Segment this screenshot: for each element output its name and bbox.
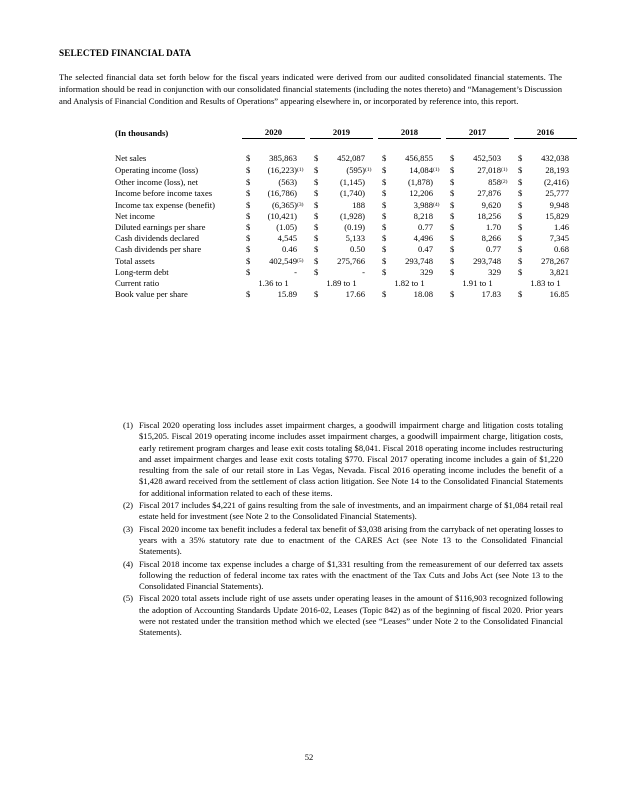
currency-symbol: $: [518, 188, 523, 198]
cell-value: (2,416): [543, 177, 569, 187]
currency-symbol: $: [314, 289, 319, 299]
currency-symbol: $: [246, 165, 251, 175]
currency-symbol: $: [246, 200, 251, 210]
footnote-ref: [501, 255, 509, 267]
footnote-item: [123, 559, 563, 593]
footnote-text: Fiscal 2020 income tax benefit includes a federal tax benefit of $3,038 arising from the carryback of net operating losses to years with a 35% statutory rate due to enactment of the CARES Act (see Note 13 to the Consolidated Financial Statements).: [139, 523, 563, 557]
footnote-ref: [365, 289, 373, 300]
footnote-ref: [569, 188, 577, 199]
cell-value: 4,496: [413, 233, 433, 243]
currency-symbol: $: [314, 177, 319, 187]
currency-symbol: $: [246, 222, 251, 232]
cell-value: (16,786): [267, 188, 297, 198]
currency-symbol: $: [450, 165, 455, 175]
currency-symbol: $: [382, 200, 387, 210]
cell-value: (595): [346, 165, 365, 175]
cell-value: 9,620: [481, 200, 501, 210]
currency-symbol: $: [382, 153, 387, 163]
footnote-ref: [297, 289, 305, 300]
footnote-ref: [501, 244, 509, 255]
currency-symbol: $: [518, 153, 523, 163]
footnote-item: [123, 524, 563, 558]
currency-symbol: $: [450, 153, 455, 163]
table-row: [115, 267, 577, 278]
currency-symbol: $: [450, 267, 455, 277]
cell-value: 17.83: [481, 289, 501, 299]
currency-symbol: $: [314, 200, 319, 210]
cell-value: 14,084: [409, 165, 433, 175]
table-row: [115, 233, 577, 244]
footnote-ref: [569, 255, 577, 267]
footnote-ref: [569, 244, 577, 255]
footnote-ref: [365, 199, 373, 211]
financial-data-table: [115, 127, 577, 300]
year-header: 2018: [378, 127, 441, 139]
footnote-ref: [365, 255, 373, 267]
cell-value: 1.82 to 1: [394, 278, 425, 288]
cell-value: 0.68: [553, 244, 569, 254]
year-header: 2019: [310, 127, 373, 139]
currency-symbol: $: [314, 233, 319, 243]
cell-value: (10,421): [267, 211, 297, 221]
cell-value: 15.89: [277, 289, 297, 299]
footnote-ref: (3): [297, 202, 304, 208]
table-row: [115, 244, 577, 255]
cell-value: 0.50: [349, 244, 365, 254]
cell-value: 278,267: [541, 256, 569, 266]
footnote-ref: [365, 188, 373, 199]
currency-symbol: $: [314, 267, 319, 277]
cell-value: (0.19): [344, 222, 365, 232]
footnote-ref: [365, 153, 373, 164]
cell-value: 456,855: [405, 153, 433, 163]
footnote-text: Fiscal 2017 includes $4,221 of gains resulting from the sale of investments, and an impairment charge of $1,084 retail real estate held for investment (see Note 2 to the Consolidated Financial Statements).: [139, 500, 563, 522]
table-row: [115, 188, 577, 199]
footnote-number: (4): [123, 558, 134, 569]
footnote-ref: (1): [433, 167, 440, 173]
footnote-ref: [433, 255, 441, 267]
cell-value: 3,821: [549, 267, 569, 277]
footnote-number: (2): [123, 500, 134, 511]
currency-symbol: $: [518, 222, 523, 232]
currency-symbol: $: [518, 165, 523, 175]
table-row: [115, 153, 577, 164]
cell-value: (1,928): [339, 211, 365, 221]
currency-symbol: $: [246, 267, 251, 277]
footnote-ref: [433, 289, 441, 300]
footnote-ref: [297, 176, 305, 188]
footnote-ref: [365, 244, 373, 255]
table-row: [115, 176, 577, 188]
footnote-ref: [569, 267, 577, 278]
footnote-ref: [297, 233, 305, 244]
footnote-ref: (4): [433, 202, 440, 208]
currency-symbol: $: [450, 188, 455, 198]
footnote-ref: [569, 153, 577, 164]
cell-value: (6,365): [271, 200, 297, 210]
footnote-ref: [501, 199, 509, 211]
cell-value: 1.83 to 1: [530, 278, 561, 288]
footnote-text: Fiscal 2020 operating loss includes asset impairment charges, a goodwill impairment charge and litigation costs totaling $15,205. Fiscal 2019 operating income includes asset impairment charges, a goodwill impairment charge, litigation costs, early retirement program charges and lease exit costs totaling $8,041. Fiscal 2018 operating income includes restructuring and asset impairment charges and lease exit costs totaling $770. Fiscal 2017 operating income includes a gain of $1,220 resulting from the sale of our retail store in Las Vegas, Nevada. Fiscal 2016 operating income includes the benefit of a $1,428 award received from the settlement of class action litigation. See Note 14 to the Consolidated Financial Statements for additional information related to each of these items.: [139, 420, 563, 498]
cell-value: (563): [278, 177, 297, 187]
footnote-number: (3): [123, 523, 134, 534]
footnote-ref: [569, 222, 577, 233]
footnote-ref: [569, 199, 577, 211]
cell-value: 12,206: [409, 188, 433, 198]
currency-symbol: $: [518, 267, 523, 277]
cell-value: 0.77: [485, 244, 501, 254]
row-label: Total assets: [115, 256, 155, 266]
footnote-ref: [501, 289, 509, 300]
currency-symbol: $: [246, 177, 251, 187]
footnote-ref: [365, 267, 373, 278]
row-label: Income before income taxes: [115, 188, 213, 198]
footnote-ref: [569, 164, 577, 176]
footnote-ref: [501, 211, 509, 222]
footnote-ref: [433, 211, 441, 222]
currency-symbol: $: [518, 211, 523, 221]
row-label: Long-term debt: [115, 267, 169, 277]
currency-symbol: $: [450, 244, 455, 254]
currency-symbol: $: [246, 233, 251, 243]
footnote-ref: [297, 211, 305, 222]
footnote-ref: [297, 188, 305, 199]
footnote-ref: [501, 222, 509, 233]
footnote-ref: [433, 153, 441, 164]
currency-symbol: $: [314, 211, 319, 221]
currency-symbol: $: [314, 153, 319, 163]
footnote-ref: [433, 244, 441, 255]
currency-symbol: $: [382, 233, 387, 243]
cell-value: 0.46: [281, 244, 297, 254]
currency-symbol: $: [450, 222, 455, 232]
cell-value: (1,740): [339, 188, 365, 198]
cell-value: 28,193: [545, 165, 569, 175]
cell-value: 0.47: [417, 244, 433, 254]
unit-label: (In thousands): [115, 127, 169, 138]
cell-value: 17.66: [345, 289, 365, 299]
year-header: 2020: [242, 127, 305, 139]
footnote-ref: [365, 176, 373, 188]
cell-value: 452,087: [337, 153, 365, 163]
table-row: [115, 199, 577, 211]
currency-symbol: $: [246, 256, 251, 266]
footnote-text: Fiscal 2020 total assets include right of use assets under operating leases in the amount of $116,903 recognized following the adoption of Accounting Standards Update 2016-02, Leases (Topic 842) as of the beginning of fiscal 2020. Prior years were not restated under the transition method which we elected (see “Leases” under Note 2 to the Consolidated Financial Statements).: [139, 593, 563, 638]
currency-symbol: $: [382, 165, 387, 175]
cell-value: 9,948: [549, 200, 569, 210]
cell-value: 329: [420, 267, 433, 277]
footnotes-list: [123, 420, 563, 640]
footnote-ref: [569, 211, 577, 222]
cell-value: 1.89 to 1: [326, 278, 357, 288]
row-label: Current ratio: [115, 278, 160, 288]
currency-symbol: $: [518, 177, 523, 187]
row-label: Income tax expense (benefit): [115, 200, 215, 210]
cell-value: 27,876: [477, 188, 501, 198]
currency-symbol: $: [450, 211, 455, 221]
footnote-ref: [501, 188, 509, 199]
currency-symbol: $: [314, 188, 319, 198]
cell-value: 432,038: [541, 153, 569, 163]
cell-value: -: [294, 267, 297, 277]
cell-value: 25,777: [545, 188, 569, 198]
cell-value: 5,133: [345, 233, 365, 243]
year-header: 2016: [514, 127, 577, 139]
row-label: Cash dividends declared: [115, 233, 200, 243]
intro-paragraph: The selected financial data set forth below for the fiscal years indicated were derived from our audited consolidated financial statements. The information should be read in conjunction with our consolidated financial statements (including the notes thereto) and “Management’s Discussion and Analysis of Financial Condition and Results of Operations” appearing elsewhere in, or incorporated by reference into, this report.: [59, 72, 562, 106]
currency-symbol: $: [518, 200, 523, 210]
currency-symbol: $: [450, 256, 455, 266]
currency-symbol: $: [518, 256, 523, 266]
cell-value: 1.36 to 1: [258, 278, 289, 288]
currency-symbol: $: [246, 153, 251, 163]
currency-symbol: $: [518, 289, 523, 299]
currency-symbol: $: [518, 233, 523, 243]
currency-symbol: $: [382, 211, 387, 221]
footnote-text: Fiscal 2018 income tax expense includes a charge of $1,331 resulting from the remeasurement of our deferred tax assets following the reduction of federal income tax rates with the enactment of the Tax Cuts and Jobs Act (see Note 13 to the Consolidated Financial Statements).: [139, 558, 563, 592]
currency-symbol: $: [382, 188, 387, 198]
row-label: Book value per share: [115, 289, 188, 299]
currency-symbol: $: [382, 256, 387, 266]
cell-value: 1.70: [485, 222, 501, 232]
footnote-ref: [433, 188, 441, 199]
footnote-ref: [297, 267, 305, 278]
cell-value: (1.05): [276, 222, 297, 232]
cell-value: 402,549: [269, 256, 297, 266]
table-row: [115, 222, 577, 233]
cell-value: 293,748: [405, 256, 433, 266]
footnote-ref: [297, 244, 305, 255]
currency-symbol: $: [246, 188, 251, 198]
cell-value: 8,218: [413, 211, 433, 221]
footnote-ref: [501, 233, 509, 244]
footnote-ref: [569, 176, 577, 188]
table-row: [115, 164, 577, 176]
cell-value: 858: [488, 177, 501, 187]
row-label: Diluted earnings per share: [115, 222, 206, 232]
cell-value: 7,345: [549, 233, 569, 243]
table-row: [115, 211, 577, 222]
table-header-row: [115, 127, 577, 139]
footnote-ref: [433, 222, 441, 233]
footnote-ref: [433, 233, 441, 244]
footnote-ref: (1): [297, 167, 304, 173]
cell-value: 8,266: [481, 233, 501, 243]
page-number: 52: [304, 752, 314, 762]
cell-value: 0.77: [417, 222, 433, 232]
footnote-ref: (1): [501, 167, 508, 173]
cell-value: (16,223): [267, 165, 297, 175]
cell-value: 293,748: [473, 256, 501, 266]
row-label: Cash dividends per share: [115, 244, 202, 254]
footnote-ref: [433, 176, 441, 188]
year-header: 2017: [446, 127, 509, 139]
table-row: [115, 255, 577, 267]
footnote-ref: (1): [365, 167, 372, 173]
cell-value: (1,878): [407, 177, 433, 187]
currency-symbol: $: [246, 244, 251, 254]
footnote-item: [123, 500, 563, 523]
footnote-ref: (2): [501, 179, 508, 185]
footnote-ref: [501, 267, 509, 278]
cell-value: 385,863: [269, 153, 297, 163]
row-label: Net income: [115, 211, 155, 221]
cell-value: 16.85: [549, 289, 569, 299]
row-label: Operating income (loss): [115, 165, 199, 175]
table-row: [115, 278, 577, 289]
currency-symbol: $: [246, 211, 251, 221]
currency-symbol: $: [450, 233, 455, 243]
footnote-ref: [365, 222, 373, 233]
cell-value: (1,145): [339, 177, 365, 187]
footnote-number: (1): [123, 420, 134, 430]
footnote-ref: [365, 211, 373, 222]
currency-symbol: $: [314, 256, 319, 266]
footnote-ref: (5): [297, 258, 304, 264]
cell-value: 1.91 to 1: [462, 278, 493, 288]
row-label: Other income (loss), net: [115, 177, 199, 187]
currency-symbol: $: [314, 244, 319, 254]
cell-value: 188: [352, 200, 365, 210]
currency-symbol: $: [314, 222, 319, 232]
cell-value: 18.08: [413, 289, 433, 299]
cell-value: 329: [488, 267, 501, 277]
cell-value: 18,256: [477, 211, 501, 221]
table-row: [115, 289, 577, 300]
footnote-ref: [433, 267, 441, 278]
currency-symbol: $: [382, 267, 387, 277]
currency-symbol: $: [518, 244, 523, 254]
currency-symbol: $: [246, 289, 251, 299]
currency-symbol: $: [450, 200, 455, 210]
footnote-item: [123, 593, 563, 638]
cell-value: 1.46: [553, 222, 569, 232]
currency-symbol: $: [382, 222, 387, 232]
currency-symbol: $: [382, 244, 387, 254]
cell-value: 15,829: [545, 211, 569, 221]
cell-value: 275,766: [337, 256, 365, 266]
section-heading: SELECTED FINANCIAL DATA: [59, 48, 192, 58]
footnote-number: (5): [123, 593, 134, 604]
footnote-ref: [569, 233, 577, 244]
footnote-ref: [297, 153, 305, 164]
currency-symbol: $: [314, 165, 319, 175]
footnote-ref: [501, 153, 509, 164]
currency-symbol: $: [450, 177, 455, 187]
cell-value: 452,503: [473, 153, 501, 163]
footnote-item: [123, 420, 563, 499]
cell-value: 27,018: [477, 165, 501, 175]
currency-symbol: $: [382, 177, 387, 187]
footnote-ref: [365, 233, 373, 244]
cell-value: 4,545: [277, 233, 297, 243]
currency-symbol: $: [382, 289, 387, 299]
footnote-ref: [569, 289, 577, 300]
row-label: Net sales: [115, 153, 147, 163]
currency-symbol: $: [450, 289, 455, 299]
cell-value: -: [362, 267, 365, 277]
cell-value: 3,988: [413, 200, 433, 210]
footnote-ref: [297, 222, 305, 233]
